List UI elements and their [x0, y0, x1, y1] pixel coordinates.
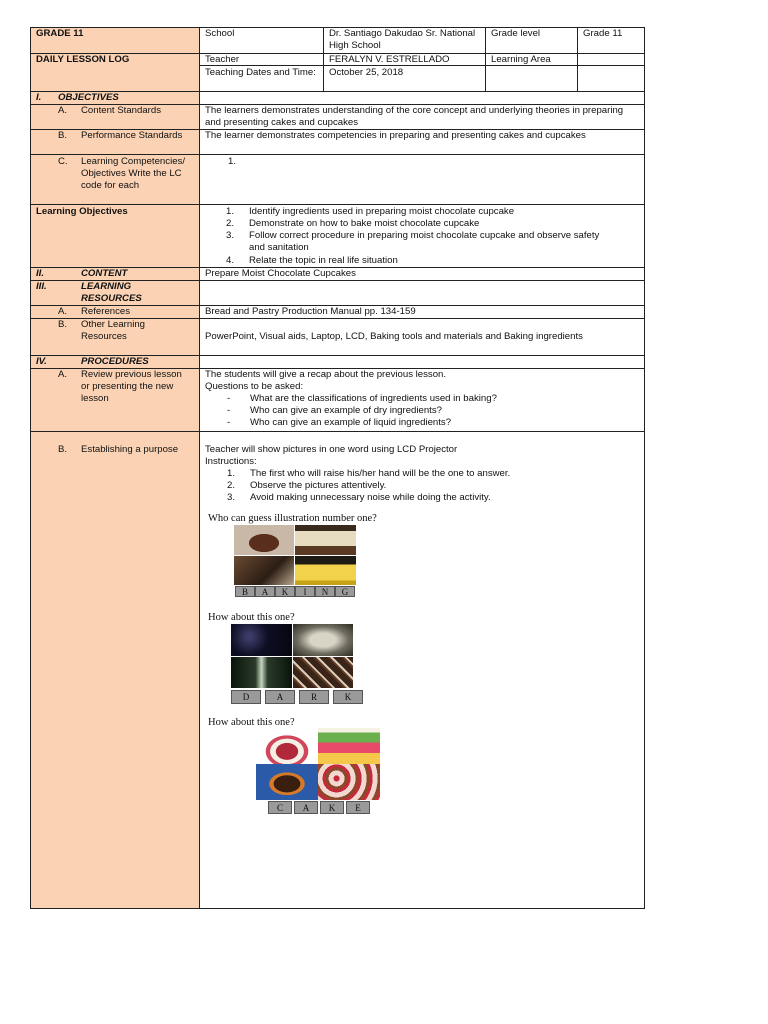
objectives-heading: OBJECTIVES [58, 92, 119, 103]
row-divider [30, 280, 645, 281]
column-divider [323, 27, 324, 91]
competencies-letter: C. [58, 156, 68, 167]
row-divider [199, 65, 645, 66]
butter-picture [295, 556, 356, 585]
letter-box: A [265, 690, 295, 704]
school-value: Dr. Santiago Dakudao Sr. National High School [329, 28, 476, 52]
teaching-dates-value: October 25, 2018 [329, 67, 404, 78]
review-question: What are the classifications of ingredients used in baking? [250, 393, 497, 404]
letter-box: I [295, 586, 315, 597]
puzzle-caption: Who can guess illustration number one? [208, 513, 377, 524]
content-text: Prepare Moist Chocolate Cupcakes [205, 268, 356, 279]
row-divider [30, 204, 645, 205]
row-divider [30, 431, 645, 432]
procedures-number: IV. [36, 356, 47, 367]
teaching-dates-label: Teaching Dates and Time: [205, 67, 316, 78]
row-divider [30, 305, 645, 306]
purpose-letter: B. [58, 444, 68, 455]
other-resources-label: Other Learning Resources [81, 319, 145, 343]
cake-pictures [256, 728, 380, 800]
letter-box: A [294, 801, 318, 814]
chocolate-cake-picture [256, 764, 318, 800]
letter-box: K [320, 801, 344, 814]
grade-level-label: Grade level [491, 28, 541, 39]
learning-objective-item: Demonstrate on how to bake moist chocolate cupcake [249, 218, 480, 229]
letter-box: B [235, 586, 255, 597]
review-intro: The students will give a recap about the previous lesson. [205, 369, 447, 380]
teacher-label: Teacher [205, 54, 240, 65]
performance-standards-text: The learner demonstrates competencies in preparing and presenting cakes and cupcakes [205, 130, 586, 141]
birthday-cake-picture [318, 728, 380, 764]
learning-objective-item: Identify ingredients used in preparing moist chocolate cupcake [249, 206, 515, 217]
learning-objective-item: Follow correct procedure in preparing moist chocolate cupcake and observe safety and sanitation [249, 230, 600, 254]
content-standards-letter: A. [58, 105, 68, 116]
dark-window-picture [231, 657, 292, 688]
row-divider [30, 53, 645, 54]
letter-box: C [268, 801, 292, 814]
review-question: Who can give an example of liquid ingredients? [250, 417, 452, 428]
content-standards-text: The learners demonstrates understanding of the core concept and underlying theories in preparing and presenting cakes and cupcakes [205, 105, 624, 129]
row-divider [30, 368, 645, 369]
letter-box: A [255, 586, 275, 597]
grade-level-value: Grade 11 [583, 28, 623, 39]
letter-box: R [299, 690, 329, 704]
content-heading: CONTENT [81, 268, 128, 279]
purpose-label: Establishing a purpose [81, 444, 179, 455]
cave-picture [293, 624, 353, 656]
other-resources-text: PowerPoint, Visual aids, Laptop, LCD, Baking tools and materials and Baking ingredients [205, 331, 583, 342]
puzzle-caption: How about this one? [208, 612, 295, 623]
grade-title: GRADE 11 [36, 28, 84, 39]
learning-objective-item: Relate the topic in real life situation [249, 255, 398, 266]
procedures-heading: PROCEDURES [81, 356, 149, 367]
letter-box: E [346, 801, 370, 814]
references-text: Bread and Pastry Production Manual pp. 134-159 [205, 306, 416, 317]
daily-lesson-log-title: DAILY LESSON LOG [36, 54, 130, 65]
letter-box: G [335, 586, 355, 597]
teacher-value: FERALYN V. ESTRELLADO [329, 54, 450, 65]
baking-tools-picture [234, 556, 294, 585]
row-divider [30, 129, 645, 130]
references-letter: A. [58, 306, 68, 317]
table-border [30, 27, 31, 909]
cake-letters [268, 801, 372, 815]
review-questions-label: Questions to be asked: [205, 381, 304, 392]
letter-box: K [275, 586, 295, 597]
bread-loaf-picture [295, 525, 356, 555]
competencies-label: Learning Competencies/Objectives Write the LC code for each [81, 156, 185, 192]
cupcakes-picture [318, 764, 380, 800]
dark-chocolate-picture [293, 657, 353, 688]
review-label: Review previous lesson or presenting the new lesson [81, 369, 182, 405]
row-divider [30, 91, 645, 92]
learning-area-label: Learning Area [491, 54, 551, 65]
dark-letters [231, 690, 365, 705]
strawberry-cake-picture [256, 728, 318, 764]
competencies-item-number: 1. [228, 156, 237, 167]
performance-standards-letter: B. [58, 130, 68, 141]
performance-standards-label: Performance Standards [81, 130, 183, 141]
column-divider [199, 27, 200, 909]
resources-number: III. [36, 281, 47, 292]
puzzle-caption: How about this one? [208, 717, 295, 728]
letter-box: K [333, 690, 363, 704]
letter-box: N [315, 586, 335, 597]
bullet: - [227, 417, 231, 428]
row-divider [30, 267, 645, 268]
school-label: School [205, 28, 235, 39]
bullet: - [227, 393, 231, 404]
learning-objectives-label: Learning Objectives [36, 206, 128, 217]
table-border [30, 908, 645, 909]
purpose-instruction: The first who will raise his/her hand will be the one to answer. [250, 468, 511, 479]
dark-pictures [231, 624, 353, 688]
content-standards-label: Content Standards [81, 105, 162, 116]
column-divider [485, 27, 486, 91]
purpose-intro: Teacher will show pictures in one word using LCD Projector [205, 444, 458, 455]
row-divider [30, 318, 645, 319]
resources-heading: LEARNING RESOURCES [81, 281, 142, 305]
references-label: References [81, 306, 131, 317]
table-border [644, 27, 645, 909]
column-divider [577, 27, 578, 91]
baking-pictures [234, 525, 356, 585]
purpose-instruction: Observe the pictures attentively. [250, 480, 387, 491]
objectives-number: I. [36, 92, 42, 103]
table-border [30, 27, 645, 28]
cocoa-powder-picture [234, 525, 294, 555]
review-letter: A. [58, 369, 68, 380]
review-question: Who can give an example of dry ingredients? [250, 405, 442, 416]
bullet: - [227, 405, 231, 416]
row-divider [30, 154, 645, 155]
row-divider [30, 104, 645, 105]
content-number: II. [36, 268, 44, 279]
lesson-log-table: GRADE 11 School Dr. Santiago Dakudao Sr. National High School Grade level Grade 11 DAILY LESSON LOG Teacher FERALYN V. ESTRELLADO Learning Area Teaching Dates and Time: October 25, 2018 I. OBJECTIVES A. Content Standards The learners demonstrates understanding of the core concept and underlying theories in preparing and presenting cakes and cupcakes B. Performance Standards The learner demonstrates competencies in preparing and presenting cakes and cupcakes C. Learning Competencies/Objectives Write the LC code for each 1. Learning Objectives 1. Identify ingredients used in preparing moist chocolate cupcake 2. Demonstrate on how to bake moist chocolate cupcake 3. Follow correct procedure in preparing moist chocolate cupcake and observe safety and sanitation 4. Relate the topic in real life situation II. CONTENT Prepare Moist Chocolate Cupcakes III. LEARNING RESOURCES A. References Bread and Pastry Production Manual pp. 134-159 B. Other Learning Resources PowerPoint, Visual aids, Laptop, LCD, Baking tools and materials and Baking ingredients IV. PROCEDURES A. Review previous lesson or presenting the new lesson The students will give a recap about the previous lesson. Questions to be asked: - What are the classifications of ingredients used in baking? - Who can give an example of dry ingredients? - Who can give an example of liquid ingredients? B. Establishing a purpose Teacher will show pictures in one word using LCD Projector Instructions: 1. The first who will raise his/her hand will be the one to answer. 2. Observe the pictures attentively. 3. Avoid making unnecessary noise while doing the activity. Who can guess illustration number one? B A K I N G How about this one? D A R K How about this one? C A K E [30, 27, 645, 909]
purpose-instructions-label: Instructions: [205, 456, 257, 467]
other-resources-letter: B. [58, 319, 68, 330]
purpose-instruction: Avoid making unnecessary noise while doing the activity. [250, 492, 491, 503]
night-sky-picture [231, 624, 292, 656]
row-divider [30, 355, 645, 356]
baking-letters [235, 586, 357, 598]
letter-box: D [231, 690, 261, 704]
